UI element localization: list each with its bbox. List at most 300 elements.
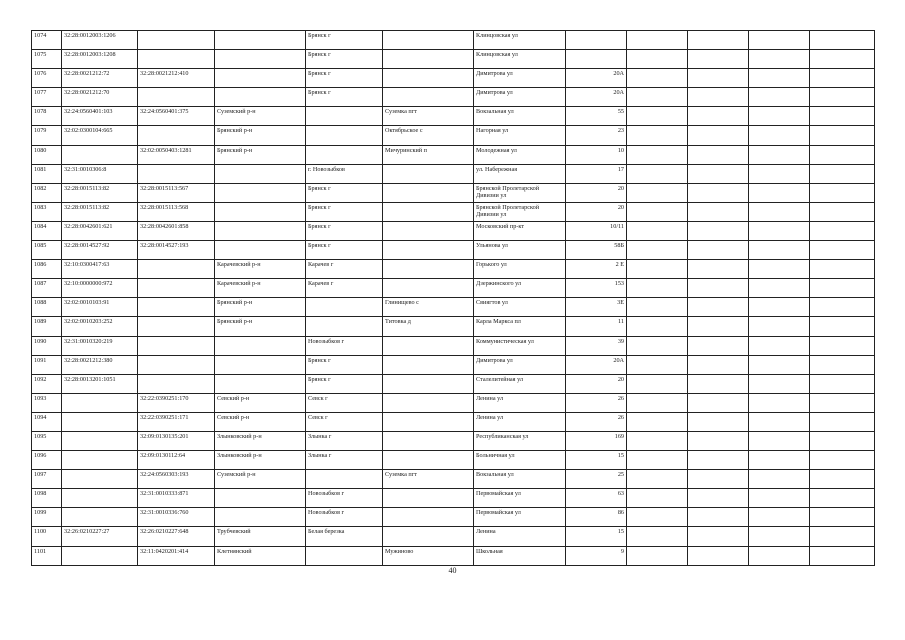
city-cell: Брянск г — [306, 50, 383, 69]
cadastral-number-cell: 32:26:0210227:27 — [62, 527, 138, 546]
city-cell: Злынка г — [306, 431, 383, 450]
blank-cell — [749, 336, 810, 355]
street-cell: Димитрова ул — [474, 88, 566, 107]
row-number-cell: 1099 — [32, 508, 62, 527]
blank-cell — [810, 88, 875, 107]
city-cell: Новозыбков г — [306, 489, 383, 508]
table-row — [32, 546, 875, 565]
row-number-cell: 1080 — [32, 145, 62, 164]
blank-cell — [627, 527, 688, 546]
cadastral-number-cell: 32:10:0300417:63 — [62, 260, 138, 279]
settlement-cell — [383, 221, 474, 240]
house-number-cell — [566, 50, 627, 69]
blank-cell — [627, 336, 688, 355]
settlement-cell — [383, 527, 474, 546]
city-cell: г. Новозыбков — [306, 164, 383, 183]
row-number-cell: 1095 — [32, 431, 62, 450]
city-cell: Брянск г — [306, 31, 383, 50]
table-row — [32, 508, 875, 527]
blank-cell — [627, 298, 688, 317]
house-number-cell: 20 — [566, 183, 627, 202]
city-cell: Новозыбков г — [306, 336, 383, 355]
building-cadastral-cell: 32:09:0130135:201 — [138, 431, 215, 450]
street-cell: Нагорная ул — [474, 126, 566, 145]
row-number-cell: 1086 — [32, 260, 62, 279]
settlement-cell — [383, 451, 474, 470]
building-cadastral-cell — [138, 336, 215, 355]
blank-cell — [688, 183, 749, 202]
city-cell: Белая березка — [306, 527, 383, 546]
page-number: 40 — [448, 566, 457, 575]
district-cell: Севский р-н — [215, 412, 306, 431]
blank-cell — [688, 107, 749, 126]
blank-cell — [627, 260, 688, 279]
settlement-cell — [383, 336, 474, 355]
city-cell — [306, 470, 383, 489]
blank-cell — [688, 489, 749, 508]
settlement-cell: Мичуринский п — [383, 145, 474, 164]
cadastral-number-cell — [62, 546, 138, 565]
house-number-cell: 17 — [566, 164, 627, 183]
settlement-cell — [383, 374, 474, 393]
settlement-cell — [383, 31, 474, 50]
row-number-cell: 1090 — [32, 336, 62, 355]
building-cadastral-cell: 32:31:0010336:760 — [138, 508, 215, 527]
cadastral-number-cell: 32:28:0042601:621 — [62, 221, 138, 240]
house-number-cell: 15 — [566, 527, 627, 546]
building-cadastral-cell: 32:28:0042601:858 — [138, 221, 215, 240]
blank-cell — [627, 69, 688, 88]
district-cell — [215, 50, 306, 69]
row-number-cell: 1083 — [32, 202, 62, 221]
table-row — [32, 145, 875, 164]
district-cell — [215, 489, 306, 508]
table-row — [32, 69, 875, 88]
street-cell: Первомайская ул — [474, 508, 566, 527]
district-cell — [215, 221, 306, 240]
row-number-cell: 1082 — [32, 183, 62, 202]
city-cell — [306, 546, 383, 565]
table-row — [32, 241, 875, 260]
row-number-cell: 1091 — [32, 355, 62, 374]
row-number-cell: 1093 — [32, 393, 62, 412]
table-row — [32, 527, 875, 546]
row-number-cell: 1079 — [32, 126, 62, 145]
cadastral-number-cell: 32:28:0015113:82 — [62, 202, 138, 221]
building-cadastral-cell: 32:09:0130112:64 — [138, 451, 215, 470]
city-cell: Брянск г — [306, 374, 383, 393]
building-cadastral-cell — [138, 260, 215, 279]
blank-cell — [627, 50, 688, 69]
row-number-cell: 1078 — [32, 107, 62, 126]
cadastral-number-cell — [62, 145, 138, 164]
blank-cell — [810, 336, 875, 355]
house-number-cell — [566, 31, 627, 50]
district-cell: Брянский р-н — [215, 145, 306, 164]
cadastral-number-cell: 32:28:0013201:1051 — [62, 374, 138, 393]
blank-cell — [749, 107, 810, 126]
blank-cell — [688, 50, 749, 69]
cadastral-number-cell: 32:28:0015113:82 — [62, 183, 138, 202]
cadastral-number-cell: 32:24:0560401:103 — [62, 107, 138, 126]
city-cell — [306, 145, 383, 164]
house-number-cell: 20А — [566, 69, 627, 88]
table-row — [32, 50, 875, 69]
district-cell — [215, 31, 306, 50]
settlement-cell — [383, 241, 474, 260]
building-cadastral-cell: 32:24:0560401:375 — [138, 107, 215, 126]
blank-cell — [749, 183, 810, 202]
row-number-cell: 1084 — [32, 221, 62, 240]
row-number-cell: 1089 — [32, 317, 62, 336]
cadastral-number-cell — [62, 489, 138, 508]
blank-cell — [810, 107, 875, 126]
street-cell: Ульянова ул — [474, 241, 566, 260]
street-cell: Вокзальная ул — [474, 470, 566, 489]
blank-cell — [749, 126, 810, 145]
blank-cell — [627, 221, 688, 240]
row-number-cell: 1100 — [32, 527, 62, 546]
blank-cell — [688, 336, 749, 355]
blank-cell — [688, 317, 749, 336]
street-cell: Горького ул — [474, 260, 566, 279]
blank-cell — [749, 298, 810, 317]
district-cell: Злынковский р-н — [215, 431, 306, 450]
house-number-cell: 20А — [566, 355, 627, 374]
building-cadastral-cell: 32:22:0390251:170 — [138, 393, 215, 412]
table-row — [32, 107, 875, 126]
building-cadastral-cell: 32:26:0210227:648 — [138, 527, 215, 546]
district-cell: Карачевский р-н — [215, 279, 306, 298]
street-cell: Вокзальная ул — [474, 107, 566, 126]
settlement-cell — [383, 88, 474, 107]
row-number-cell: 1076 — [32, 69, 62, 88]
settlement-cell — [383, 412, 474, 431]
blank-cell — [749, 431, 810, 450]
blank-cell — [810, 470, 875, 489]
street-cell: Брянской Пролетарской Дивизии ул — [474, 202, 566, 221]
settlement-cell: Глинищево с — [383, 298, 474, 317]
street-cell: Первомайская ул — [474, 489, 566, 508]
blank-cell — [749, 31, 810, 50]
cadastral-number-cell: 32:28:0014527:92 — [62, 241, 138, 260]
street-cell: Карла Маркса пл — [474, 317, 566, 336]
blank-cell — [810, 221, 875, 240]
city-cell — [306, 317, 383, 336]
house-number-cell: 10/11 — [566, 221, 627, 240]
blank-cell — [688, 260, 749, 279]
blank-cell — [749, 164, 810, 183]
blank-cell — [810, 527, 875, 546]
blank-cell — [627, 183, 688, 202]
district-cell: Суземский р-н — [215, 470, 306, 489]
row-number-cell: 1074 — [32, 31, 62, 50]
blank-cell — [688, 126, 749, 145]
building-cadastral-cell: 32:11:0420201:414 — [138, 546, 215, 565]
blank-cell — [810, 393, 875, 412]
blank-cell — [749, 88, 810, 107]
district-cell — [215, 202, 306, 221]
blank-cell — [627, 470, 688, 489]
house-number-cell: 23 — [566, 126, 627, 145]
settlement-cell: Мужиново — [383, 546, 474, 565]
blank-cell — [627, 393, 688, 412]
blank-cell — [688, 31, 749, 50]
blank-cell — [749, 317, 810, 336]
settlement-cell — [383, 489, 474, 508]
blank-cell — [627, 355, 688, 374]
building-cadastral-cell — [138, 126, 215, 145]
row-number-cell: 1101 — [32, 546, 62, 565]
settlement-cell — [383, 508, 474, 527]
house-number-cell: 11 — [566, 317, 627, 336]
blank-cell — [749, 145, 810, 164]
cadastral-number-cell: 32:28:0021212:72 — [62, 69, 138, 88]
table-row — [32, 279, 875, 298]
blank-cell — [749, 279, 810, 298]
blank-cell — [627, 145, 688, 164]
street-cell: ул. Набережная — [474, 164, 566, 183]
blank-cell — [749, 451, 810, 470]
house-number-cell: 20 — [566, 374, 627, 393]
blank-cell — [688, 393, 749, 412]
building-cadastral-cell — [138, 317, 215, 336]
blank-cell — [688, 431, 749, 450]
street-cell: Московский пр-кт — [474, 221, 566, 240]
district-cell — [215, 69, 306, 88]
house-number-cell: 10 — [566, 145, 627, 164]
settlement-cell — [383, 260, 474, 279]
table-row — [32, 489, 875, 508]
building-cadastral-cell: 32:28:0015113:568 — [138, 202, 215, 221]
blank-cell — [627, 317, 688, 336]
blank-cell — [627, 164, 688, 183]
blank-cell — [627, 431, 688, 450]
district-cell: Трубчевский — [215, 527, 306, 546]
cadastral-number-cell: 32:28:0012003:1206 — [62, 31, 138, 50]
blank-cell — [749, 393, 810, 412]
city-cell: Новозыбков г — [306, 508, 383, 527]
settlement-cell — [383, 183, 474, 202]
district-cell: Севский р-н — [215, 393, 306, 412]
city-cell: Брянск г — [306, 202, 383, 221]
blank-cell — [810, 374, 875, 393]
row-number-cell: 1094 — [32, 412, 62, 431]
blank-cell — [749, 202, 810, 221]
blank-cell — [688, 279, 749, 298]
blank-cell — [810, 317, 875, 336]
district-cell: Клетнянский — [215, 546, 306, 565]
blank-cell — [627, 107, 688, 126]
blank-cell — [627, 508, 688, 527]
blank-cell — [810, 241, 875, 260]
table-row — [32, 31, 875, 50]
district-cell: Суземский р-н — [215, 107, 306, 126]
row-number-cell: 1087 — [32, 279, 62, 298]
table-row — [32, 164, 875, 183]
street-cell: Больничная ул — [474, 451, 566, 470]
street-cell: Ленина ул — [474, 393, 566, 412]
blank-cell — [627, 241, 688, 260]
table-row — [32, 355, 875, 374]
blank-cell — [749, 69, 810, 88]
blank-cell — [627, 126, 688, 145]
settlement-cell — [383, 393, 474, 412]
table-row — [32, 374, 875, 393]
row-number-cell: 1075 — [32, 50, 62, 69]
table-body — [32, 31, 875, 566]
settlement-cell — [383, 431, 474, 450]
blank-cell — [810, 546, 875, 565]
street-cell: Коммунистическая ул — [474, 336, 566, 355]
city-cell — [306, 107, 383, 126]
cadastral-number-cell: 32:28:0012003:1208 — [62, 50, 138, 69]
house-number-cell: 2 Е — [566, 260, 627, 279]
building-cadastral-cell — [138, 374, 215, 393]
cadastral-number-cell: 32:02:0010203:252 — [62, 317, 138, 336]
cadastral-number-cell — [62, 451, 138, 470]
city-cell: Брянск г — [306, 69, 383, 88]
settlement-cell — [383, 202, 474, 221]
street-cell: Клинцовская ул — [474, 31, 566, 50]
settlement-cell — [383, 279, 474, 298]
blank-cell — [688, 88, 749, 107]
building-cadastral-cell: 32:28:0014527:193 — [138, 241, 215, 260]
cadastral-number-cell: 32:31:0010320:219 — [62, 336, 138, 355]
blank-cell — [627, 546, 688, 565]
blank-cell — [688, 145, 749, 164]
district-cell — [215, 374, 306, 393]
blank-cell — [810, 145, 875, 164]
table-row — [32, 431, 875, 450]
house-number-cell: 63 — [566, 489, 627, 508]
blank-cell — [627, 88, 688, 107]
row-number-cell: 1096 — [32, 451, 62, 470]
building-cadastral-cell — [138, 298, 215, 317]
building-cadastral-cell: 32:31:0010333:871 — [138, 489, 215, 508]
blank-cell — [688, 508, 749, 527]
blank-cell — [810, 202, 875, 221]
house-number-cell: 86 — [566, 508, 627, 527]
blank-cell — [749, 374, 810, 393]
district-cell: Брянский р-н — [215, 126, 306, 145]
street-cell: Ленина — [474, 527, 566, 546]
blank-cell — [688, 374, 749, 393]
table-row — [32, 183, 875, 202]
street-cell: Свиягтов ул — [474, 298, 566, 317]
district-cell: Брянский р-н — [215, 298, 306, 317]
cadastral-number-cell: 32:10:0000000:972 — [62, 279, 138, 298]
street-cell: Димитрова ул — [474, 69, 566, 88]
building-cadastral-cell: 32:22:0390251:171 — [138, 412, 215, 431]
blank-cell — [810, 355, 875, 374]
building-cadastral-cell — [138, 355, 215, 374]
building-cadastral-cell — [138, 279, 215, 298]
street-cell: Клинцовская ул — [474, 50, 566, 69]
house-number-cell: 20А — [566, 88, 627, 107]
blank-cell — [627, 279, 688, 298]
city-cell: Брянск г — [306, 355, 383, 374]
blank-cell — [627, 31, 688, 50]
row-number-cell: 1097 — [32, 470, 62, 489]
city-cell: Севск г — [306, 412, 383, 431]
blank-cell — [627, 202, 688, 221]
table-row — [32, 317, 875, 336]
cadastral-number-cell: 32:02:0010103:91 — [62, 298, 138, 317]
city-cell: Карачев г — [306, 279, 383, 298]
table-row — [32, 221, 875, 240]
house-number-cell: 3Е — [566, 298, 627, 317]
city-cell: Карачев г — [306, 260, 383, 279]
blank-cell — [688, 470, 749, 489]
district-cell — [215, 241, 306, 260]
house-number-cell: 15 — [566, 451, 627, 470]
blank-cell — [749, 508, 810, 527]
row-number-cell: 1088 — [32, 298, 62, 317]
blank-cell — [627, 451, 688, 470]
street-cell: Сталелитейная ул — [474, 374, 566, 393]
street-cell: Молодежная ул — [474, 145, 566, 164]
settlement-cell — [383, 355, 474, 374]
settlement-cell: Суземка пгт — [383, 107, 474, 126]
table-row — [32, 451, 875, 470]
district-cell — [215, 336, 306, 355]
district-cell — [215, 508, 306, 527]
blank-cell — [749, 546, 810, 565]
blank-cell — [810, 412, 875, 431]
settlement-cell — [383, 69, 474, 88]
blank-cell — [810, 69, 875, 88]
city-cell: Брянск г — [306, 221, 383, 240]
blank-cell — [688, 355, 749, 374]
blank-cell — [810, 126, 875, 145]
table-row — [32, 336, 875, 355]
city-cell — [306, 298, 383, 317]
blank-cell — [810, 279, 875, 298]
table-row — [32, 393, 875, 412]
settlement-cell — [383, 50, 474, 69]
city-cell: Брянск г — [306, 183, 383, 202]
house-number-cell: 26 — [566, 412, 627, 431]
row-number-cell: 1085 — [32, 241, 62, 260]
blank-cell — [749, 221, 810, 240]
cadastral-number-cell: 32:28:0021212:380 — [62, 355, 138, 374]
building-cadastral-cell — [138, 50, 215, 69]
table-row — [32, 126, 875, 145]
building-cadastral-cell: 32:28:0021212:410 — [138, 69, 215, 88]
settlement-cell — [383, 164, 474, 183]
building-cadastral-cell: 32:24:0560303:193 — [138, 470, 215, 489]
settlement-cell: Титовка д — [383, 317, 474, 336]
blank-cell — [749, 355, 810, 374]
cadastral-number-cell: 32:31:0010306:8 — [62, 164, 138, 183]
blank-cell — [810, 508, 875, 527]
blank-cell — [749, 527, 810, 546]
building-cadastral-cell — [138, 31, 215, 50]
street-cell: Димитрова ул — [474, 355, 566, 374]
building-cadastral-cell — [138, 88, 215, 107]
blank-cell — [688, 527, 749, 546]
blank-cell — [749, 50, 810, 69]
blank-cell — [810, 260, 875, 279]
blank-cell — [810, 31, 875, 50]
district-cell: Карачевский р-н — [215, 260, 306, 279]
cadastral-number-cell — [62, 508, 138, 527]
street-cell: Дзержинского ул — [474, 279, 566, 298]
blank-cell — [627, 374, 688, 393]
table-row — [32, 412, 875, 431]
building-cadastral-cell — [138, 164, 215, 183]
